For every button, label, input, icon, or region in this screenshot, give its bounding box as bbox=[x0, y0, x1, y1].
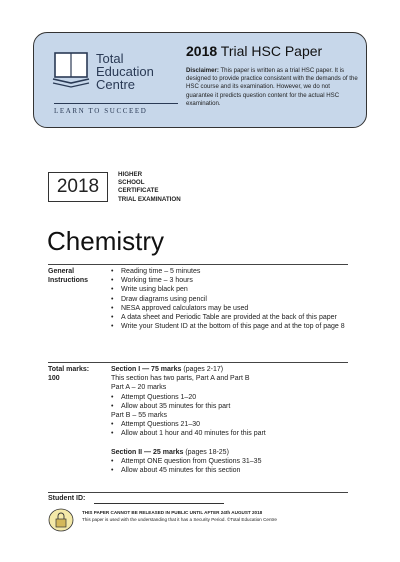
list-item: • Write your Student ID at the bottom of this page and at the top of page 8 bbox=[107, 322, 347, 331]
list-item: • NESA approved calculators may be used bbox=[107, 304, 347, 313]
list-item: • A data sheet and Periodic Table are provided at the back of this paper bbox=[107, 313, 347, 322]
paper-title-text: Trial HSC Paper bbox=[220, 43, 323, 59]
list-item: • Attempt Questions 1–20 bbox=[107, 393, 347, 402]
open-book-icon bbox=[52, 49, 90, 95]
certificate-year-box: 2018 bbox=[48, 172, 108, 202]
logo-tagline: LEARN TO SUCCEED bbox=[54, 103, 178, 115]
certificate-title bbox=[118, 171, 181, 204]
disclaimer-label: Disclaimer: bbox=[186, 67, 219, 74]
student-id-label: Student ID: bbox=[48, 495, 86, 502]
list-item: • Attempt ONE question from Questions 31–35 bbox=[107, 457, 347, 466]
list-item: • Draw diagrams using pencil bbox=[107, 295, 347, 304]
spacer bbox=[107, 439, 347, 448]
tec-logo bbox=[48, 43, 188, 123]
release-notice: THIS PAPER CANNOT BE RELEASED IN PUBLIC UNTIL AFTER 24th AUGUST 2018 bbox=[82, 510, 263, 515]
logo-line-1: Total bbox=[96, 51, 124, 66]
list-item: • Allow about 35 minutes for this part bbox=[107, 402, 347, 411]
logo-line-2: Education bbox=[96, 64, 154, 79]
list-item: • Working time – 3 hours bbox=[107, 276, 347, 285]
certificate-line: SCHOOL bbox=[118, 179, 145, 187]
section-1-heading: Section I — 75 marks (pages 2-17) bbox=[111, 366, 224, 373]
section-2-heading: Section II — 25 marks (pages 18-25) bbox=[111, 448, 229, 456]
total-marks-label: Total marks: 100 bbox=[48, 366, 90, 382]
disclaimer bbox=[186, 67, 358, 108]
list-item: • Reading time – 5 minutes bbox=[107, 267, 347, 276]
divider bbox=[48, 264, 348, 265]
security-lock-icon bbox=[48, 508, 74, 532]
paper-title-year: 2018 bbox=[186, 43, 218, 59]
security-notice: This paper is used with the understanding that it has a Security Period. ©Total Education Centre bbox=[82, 517, 277, 522]
disclaimer-text: This paper is written as a trial HSC paper. It is designed to provide practice consistent with the demands of the HSC course and its examination. However, we do not guarantee it predicts question content for the actual HSC examination. bbox=[186, 67, 358, 107]
section-1-description: This section has two parts, Part A and Part B bbox=[111, 375, 250, 383]
part-b-heading: Part B – 55 marks bbox=[111, 412, 168, 420]
certificate-line: CERTIFICATE bbox=[118, 187, 159, 195]
divider bbox=[48, 492, 348, 493]
header-card bbox=[33, 32, 367, 128]
certificate-line: HIGHER bbox=[118, 171, 143, 178]
list-item: • Allow about 1 hour and 40 minutes for this part bbox=[107, 429, 347, 438]
subject-title: Chemistry bbox=[47, 226, 165, 256]
general-instructions bbox=[107, 267, 347, 331]
part-a-heading: Part A – 20 marks bbox=[111, 384, 167, 392]
list-item: • Attempt Questions 21–30 bbox=[107, 420, 347, 429]
logo-wordmark bbox=[96, 52, 154, 91]
list-item: • Write using black pen bbox=[107, 285, 347, 294]
marks-breakdown bbox=[107, 365, 347, 475]
student-id-field[interactable] bbox=[94, 503, 224, 504]
divider bbox=[48, 362, 348, 363]
paper-title bbox=[186, 43, 322, 59]
certificate-line: TRIAL EXAMINATION bbox=[118, 195, 181, 203]
general-instructions-label: General Instructions bbox=[48, 268, 89, 284]
logo-line-3: Centre bbox=[96, 77, 136, 92]
list-item: • Allow about 45 minutes for this section bbox=[107, 466, 347, 475]
